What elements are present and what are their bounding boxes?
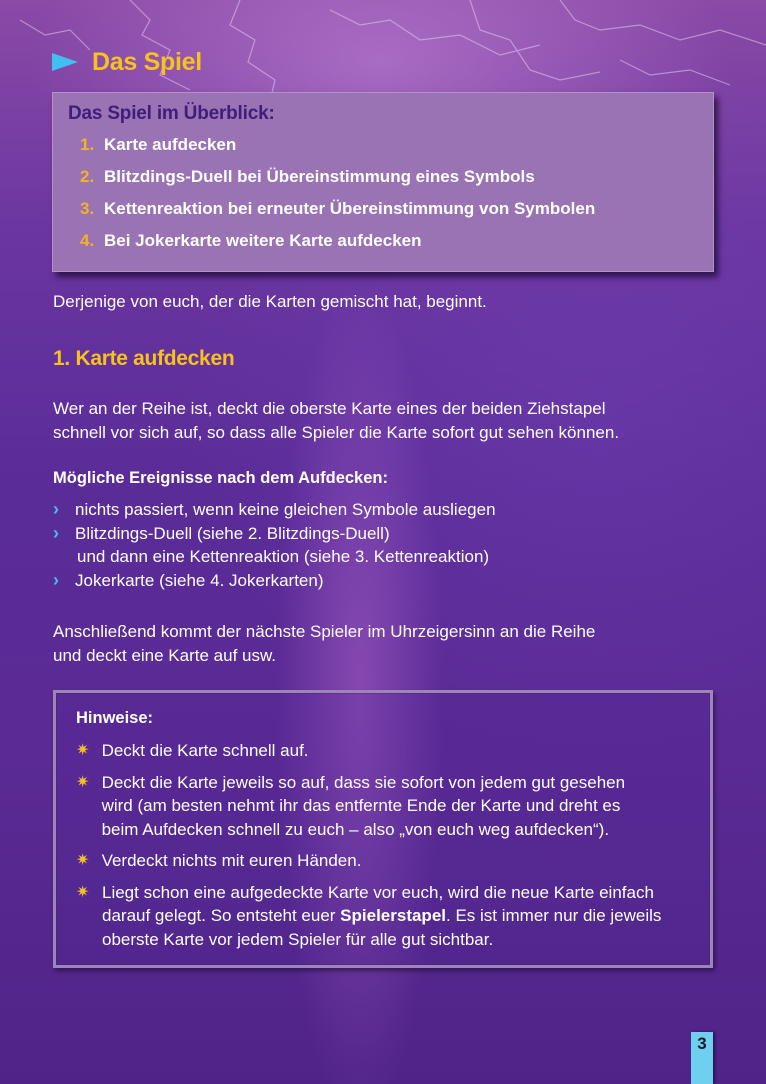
item-number: 2. [80, 167, 95, 186]
step1-paragraph [53, 397, 619, 445]
event-text: Blitzdings-Duell (siehe 2. Blitzdings-Duell) [75, 523, 390, 543]
note-line: wird (am besten nehmt ihr das entfernte Ende der Karte und dreht es [101, 796, 621, 815]
note-item [76, 771, 692, 842]
overview-item [80, 197, 713, 229]
note-line: Deckt die Karte jeweils so auf, dass sie sofort von jedem gut gesehen [101, 772, 626, 792]
event-text: nichts passiert, wenn keine gleichen Symbole ausliegen [75, 500, 496, 519]
event-text: Jokerkarte (siehe 4. Jokerkarten) [75, 570, 324, 590]
star-icon: ✷ [76, 742, 90, 759]
after-paragraph [53, 620, 595, 668]
item-text: Karte aufdecken [104, 135, 237, 154]
chevron-right-icon: › [53, 569, 59, 590]
section-title [52, 46, 202, 78]
item-text: Bei Jokerkarte weitere Karte aufdecken [104, 231, 422, 250]
note-item [76, 739, 692, 763]
events-label: Mögliche Ereignisse nach dem Aufdecken: [53, 469, 388, 487]
chevron-right-icon: › [53, 522, 59, 543]
note-line: Deckt die Karte schnell auf. [101, 741, 309, 760]
events-list [53, 498, 496, 592]
note-bold-term: Spielerstapel [340, 906, 446, 925]
star-icon: ✷ [76, 773, 90, 791]
note-line: Verdeckt nichts mit euren Händen. [101, 851, 362, 870]
note-item [76, 881, 692, 952]
overview-box [52, 92, 714, 272]
text-line: Wer an der Reihe ist, deckt die oberste Karte eines der beiden Ziehstapel [53, 399, 606, 418]
item-text: Blitzdings-Duell bei Übereinstimmung eines Symbols [104, 167, 535, 186]
text-line: Anschließend kommt der nächste Spieler im Uhrzeigersinn an die Reihe [53, 622, 596, 641]
note-text: . Es ist immer nur die jeweils oberste Karte vor jedem Spieler für alle gut sichtbar. [102, 906, 662, 949]
event-item [53, 522, 496, 546]
note-text: Liegt schon eine aufgedeckte Karte vor euch, wird die neue Karte einfach darauf gelegt. So entsteht euer [102, 882, 654, 925]
notes-box [53, 690, 713, 968]
overview-title: Das Spiel im Überblick: [68, 103, 275, 124]
item-number: 3. [80, 199, 95, 218]
event-continuation: und dann eine Kettenreaktion (siehe 3. Kettenreaktion) [77, 547, 490, 566]
note-item [76, 849, 692, 873]
section-heading: Das Spiel [92, 47, 202, 76]
intro-paragraph: Derjenige von euch, der die Karten gemischt hat, beginnt. [53, 292, 487, 311]
event-item [53, 498, 496, 522]
overview-list [68, 133, 713, 261]
item-number: 4. [80, 231, 95, 250]
text-line: und deckt eine Karte auf usw. [53, 646, 277, 665]
text-line: schnell vor sich auf, so dass alle Spieler die Karte sofort gut sehen können. [53, 423, 620, 442]
overview-item [80, 165, 713, 197]
page-number-tab: 3 [691, 1032, 713, 1084]
star-icon: ✷ [76, 883, 90, 901]
item-text: Kettenreaktion bei erneuter Übereinstimmung von Symbolen [104, 199, 596, 218]
step1-heading: 1. Karte aufdecken [53, 347, 235, 370]
item-number: 1. [80, 135, 95, 154]
event-item [53, 569, 496, 593]
overview-item [80, 229, 713, 261]
note-line: beim Aufdecken schnell zu euch – also „von euch weg aufdecken“). [101, 819, 610, 839]
overview-item [80, 133, 713, 165]
arrow-right-icon [52, 53, 78, 71]
chevron-right-icon: › [53, 499, 59, 519]
star-icon: ✷ [76, 852, 90, 869]
notes-title: Hinweise: [76, 709, 154, 727]
